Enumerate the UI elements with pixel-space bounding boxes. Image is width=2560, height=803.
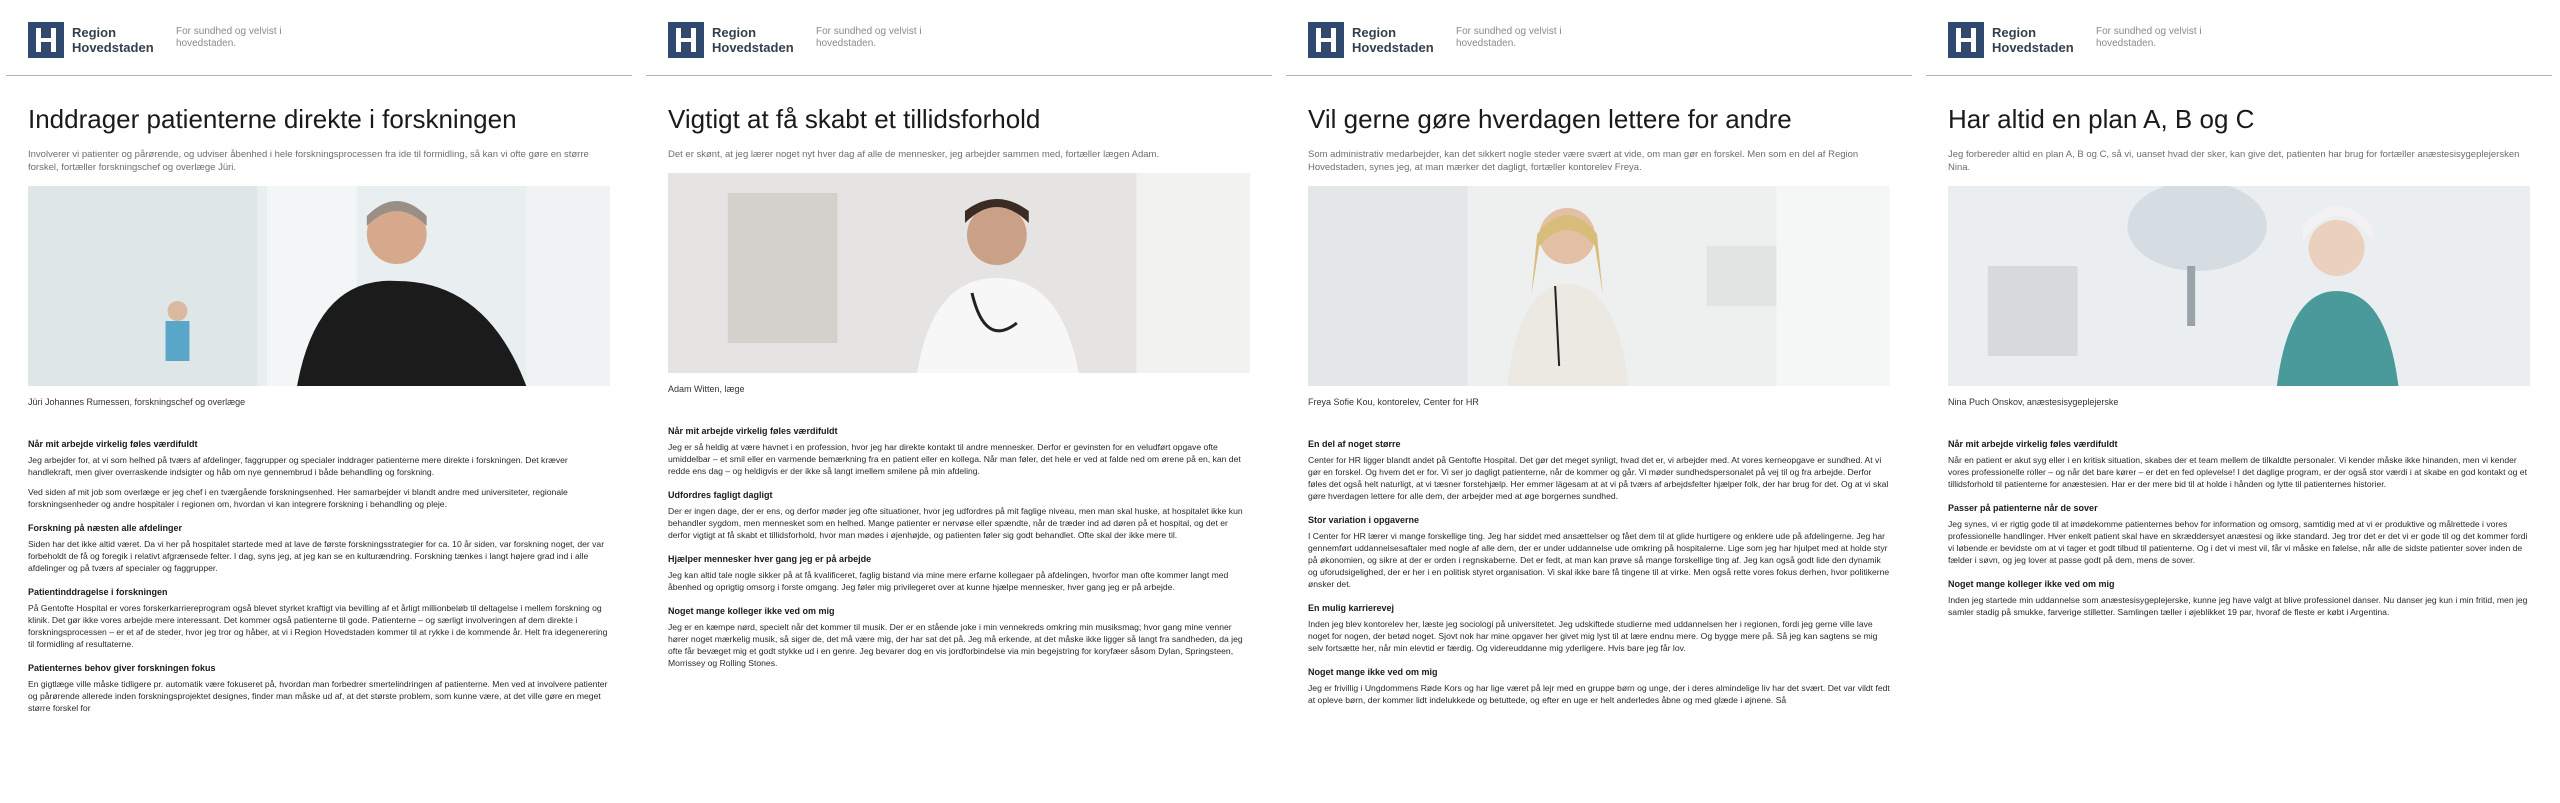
section-text: Siden har det ikke altid været. Da vi her på hospitalet startede med at lave de første forskningsstrategier for ca. 10 år siden, var forskning noget, der var forbeholdt de få og foregik i relativt afgrænsede felter. I dag, syns jeg, at jeg kan se en kulturændring. Forskning tænkes i langt højere grad ind i alle afdelinger og på tværs af specialer og faggrupper. <box>28 539 605 573</box>
section-heading: En mulig karrierevej <box>1308 603 1395 613</box>
page-header <box>6 0 632 76</box>
section-text: Jeg er så heldig at være havnet i en profession, hvor jeg har direkte kontakt til andre mennesker. Derfor er gevinsten for en veludført opgave ofte umiddelbar – et smil eller en varmende bemærkning fra en patient eller en kollega. Når man føler, det hele er ved at falde ned om ørene på en, kan det redde ens dag – og heldigvis er der ikke så langt imellem smilene på min afdeling. <box>668 442 1241 476</box>
section-heading: Udfordres fagligt dagligt <box>668 490 773 500</box>
article-page-adam <box>646 0 1272 803</box>
brand-tagline: For sundhed og velvist i hovedstaden. <box>1456 26 1562 49</box>
section-text: Jeg er frivillig i Ungdommens Røde Kors og har lige været på lejr med en gruppe børn og unge, der i deres almindelige liv har det svært. Det var vildt fedt at opleve børn, der kommer lidt indelukkede og betuttede, og efter en uge er helt anderledes åbne og med glæde i øjnene. Så <box>1308 683 1890 705</box>
photo-caption: Freya Sofie Kou, kontorelev, Center for HR <box>1308 397 1479 407</box>
section-heading: Når mit arbejde virkelig føles værdifuldt <box>1948 439 2118 449</box>
section-heading: Passer på patienterne når de sover <box>1948 503 2098 513</box>
article-page-nina <box>1926 0 2552 803</box>
article-body <box>28 438 610 714</box>
page-header <box>646 0 1272 76</box>
brand-tagline: For sundhed og velvist i hovedstaden. <box>2096 26 2202 49</box>
brand-tagline: For sundhed og velvist i hovedstaden. <box>176 26 282 49</box>
section-heading: Når mit arbejde virkelig føles værdifuldt <box>28 439 198 449</box>
photo-caption: Nina Puch Onskov, anæstesisygeplejerske <box>1948 397 2119 407</box>
region-hovedstaden-logo-icon <box>28 22 64 58</box>
section-heading: Noget mange kolleger ikke ved om mig <box>1948 579 2115 589</box>
article-page-juri <box>6 0 632 803</box>
section-text: En gigtlæge ville måske tidligere pr. automatik være fokuseret på, hvordan man forbedrer smertelindringen af patienterne. Men ved at involvere patienter og pårørende allerede inden forskningsprojektet designes, finder man måske ud af, at det største problem, som kunne være, at det ville gøre en meget større forskel for <box>28 679 608 713</box>
portrait-photo <box>1308 186 1890 386</box>
article-page-freya <box>1286 0 1912 803</box>
article-title: Inddrager patienterne direkte i forskningen <box>28 104 517 134</box>
region-hovedstaden-logo-icon <box>668 22 704 58</box>
article-lead: Jeg forbereder altid en plan A, B og C, så vi, uanset hvad der sker, kan give det, patienten har brug for fortæller anæstesisygeplejersken Nina. <box>1948 149 2520 173</box>
brand-name: Region Hovedstaden <box>712 25 794 55</box>
section-text: Ved siden af mit job som overlæge er jeg chef i en tværgående forskningsenhed. Her samarbejder vi blandt andre med universiteter, regionale forskningsenheder og andre hospitaler i regionen om, hvordan vi kan integrere forskning i behandling og pleje. <box>28 487 568 509</box>
section-text: Jeg arbejder for, at vi som helhed på tværs af afdelinger, faggrupper og specialer inddrager patienterne mere direkte i forskningen. Det kræver handlekraft, men giver overraskende indsigter og håb om nye gennembrud i både behandling og forskning. <box>28 455 568 477</box>
section-heading: Stor variation i opgaverne <box>1308 515 1420 525</box>
section-heading: Forskning på næsten alle afdelinger <box>28 523 183 533</box>
brand-tagline: For sundhed og velvist i hovedstaden. <box>816 26 922 49</box>
brand-name: Region Hovedstaden <box>1992 25 2074 55</box>
brand-name: Region Hovedstaden <box>72 25 154 55</box>
section-heading: Noget mange kolleger ikke ved om mig <box>668 606 835 616</box>
section-text: Inden jeg blev kontorelev her, læste jeg sociologi på universitetet. Jeg udskiftede studierne med uddannelsen her i regionen, fordi jeg gerne ville lave noget for nogen, der betød noget. Sjovt nok har mine opgaver her givet mig lyst til at lære endnu mere. Og bygge mere på. Så jeg kan sagtens se mig selv fortsætte her, når min elevtid er færdig. Og videreuddanne mig yderligere. Hvis bare jeg får lov. <box>1308 619 1878 653</box>
article-lead: Som administrativ medarbejder, kan det sikkert nogle steder være svært at vide, om man gør en forskel. Men som en del af Region Hovedstaden, synes jeg, at man mærker det dagligt, fortæller kontorelev Freya. <box>1308 149 1859 173</box>
article-lead: Det er skønt, at jeg lærer noget nyt hver dag af alle de mennesker, jeg arbejder sammen med, fortæller lægen Adam. <box>668 149 1160 160</box>
section-heading: En del af noget større <box>1308 439 1401 449</box>
article-title: Vil gerne gøre hverdagen lettere for andre <box>1308 104 1792 134</box>
portrait-photo <box>1948 186 2530 386</box>
section-text: Jeg synes, vi er rigtig gode til at imødekomme patienternes behov for information og omsorg, samtidig med at vi er produktive og målrettede i vores professionelle handlinger. Hver enkelt patient skal have en skræddersyet anæstesi og ikke standard. Jeg tror det er det vi er gode til og det kommer fordi vi løbende er bevidste om at vi tager et godt tilbud til patienterne. Og i det vi mest vil, får vi måske en følelse, når alle de sidste patienter sover inden de fælder i søvn, og jeg lover at passe godt på dem, mens de sover. <box>1948 519 2528 565</box>
portrait-photo <box>28 186 610 386</box>
section-heading: Patienternes behov giver forskningen fokus <box>28 663 216 673</box>
section-heading: Hjælper mennesker hver gang jeg er på arbejde <box>668 554 872 564</box>
article-body <box>1948 438 2530 618</box>
section-text: Jeg kan altid tale nogle sikker på at få kvalificeret, faglig bistand via mine mere erfarne kollegaer på afdelingen, hvorfor man ofte kommer langt med åbenhed og oprigtig omsorg i forste omgang. Jeg føler mig privilegeret over at kunne hjælpe mennesker, hver gang jeg er på arbejde. <box>668 570 1229 592</box>
photo-caption: Jüri Johannes Rumessen, forskningschef og overlæge <box>28 397 246 407</box>
section-heading: Når mit arbejde virkelig føles værdifuldt <box>668 426 838 436</box>
section-heading: Noget mange ikke ved om mig <box>1308 667 1438 677</box>
article-body <box>1308 438 1890 706</box>
section-text: Når en patient er akut syg eller i en kritisk situation, skabes der et team mellem de tilkaldte personaler. Vi kender måske ikke hinanden, men vi kender vores professionelle roller – og når det bare kører – er det en fed oplevelse! I det daglige program, er der også stor værdi i at skabe en god kontakt og et tillidsforhold til patienterne for anæstesien. Har er der mere bid til at holde i hånden og lytte til patienternes historier. <box>1948 455 2527 489</box>
section-text: I Center for HR lærer vi mange forskellige ting. Jeg har siddet med ansættelser og fået dem til at glide hurtigere og enklere ude på afdelingerne. Jeg har gennemført uddannelsesaftaler med nogle af alle dem, der er under uddannelse ude omkring på hospitalerne. Lige som jeg har hjulpet med at holde styr på økonomien, og sikre at der er orden i regnskaberne. Det er fedt, at man kan prøve så mange forskellige ting af. Jeg kan også godt lide den dynamik og uforudsigelighed, der er her i en politisk styret organisation. Vi skal ikke bare få tingene til at virke. Men også rette vores fokus derhen, hvor politikerne ønsker det. <box>1308 531 1890 589</box>
section-text: Der er ingen dage, der er ens, og derfor møder jeg ofte situationer, hvor jeg udfordres på mit faglige niveau, men man skal huske, at hospitalet ikke kun behandler sygdom, men mennesket som en helhed. Mange patienter er nervøse eller spændte, når de træder ind ad døren på et hospital, og det er derfor vigtigt at få skabt et tillidsforhold, hvor man mødes i øjenhøjde, og patienten føler sig godt behandlet. Ofte skal der ikke mere til. <box>668 506 1243 540</box>
article-lead: Involverer vi patienter og pårørende, og udviser åbenhed i hele forskningsprocessen fra ide til formidling, så kan vi ofte gøre en større forskel, fortæller forskningschef og overlæge Jüri. <box>28 149 589 173</box>
brand-name: Region Hovedstaden <box>1352 25 1434 55</box>
page-header <box>1926 0 2552 76</box>
article-title: Har altid en plan A, B og C <box>1948 104 2255 134</box>
region-hovedstaden-logo-icon <box>1948 22 1984 58</box>
article-title: Vigtigt at få skabt et tillidsforhold <box>668 104 1041 134</box>
page-header <box>1286 0 1912 76</box>
section-text: Inden jeg startede min uddannelse som anæstesisygeplejerske, kunne jeg have valgt at blive professionel danser. Nu danser jeg kun i min fritid, men jeg samler stadig på smukke, farverige stilletter. Samlingen tæller i øjeblikket 19 par, hvoraf de fleste er købt i Argentina. <box>1948 595 2528 617</box>
photo-caption: Adam Witten, læge <box>668 384 745 394</box>
region-hovedstaden-logo-icon <box>1308 22 1344 58</box>
section-text: På Gentofte Hospital er vores forskerkarriereprogram også blevet styrket kraftigt via bevilling af et årligt millionbeløb til deltagelse i mellem forskning og klinik. Det gør ikke vores arbejde mere interessant. Det kommer også patienterne til gode. Patienterne – og særligt involveringen af dem direkte i forskningsprocessen – er et af de steder, hvor jeg tror og håber, at vi i Region Hovedstaden kommer til at rykke i de kommende år. Helt fra idegenerering til formidling af resultaterne. <box>28 603 608 649</box>
article-body <box>668 425 1250 669</box>
section-text: Jeg er en kæmpe nørd, specielt når det kommer til musik. Der er en stående joke i min vennekreds omkring min musiksmag; hvor gang mine venner hører noget mærkelig musik, så siger de, det må være mig, der har sat det på. Jeg må erkende, at det måske ikke ligger så langt fra sandheden, da jeg ofte får bevæget mig et godt stykke ud i en genre. Jeg bevarer dog en vis jordforbindelse via min begejstring for koryfæer såsom Dylan, Springsteen, Morrissey og Rolling Stones. <box>668 622 1243 668</box>
section-text: Center for HR ligger blandt andet på Gentofte Hospital. Det gør det meget synligt, hvad det er, vi arbejder med. At vores kerneopgave er sundhed. At vi gør en forskel. Og hvem det er for. Vi ser jo dagligt patienterne, når de kommer og går. Vi møder sundhedspersonalet på vej til og fra arbejde. Derfor føles det også helt naturligt, at vi tæsner forstehjælp. Her emmer lägesam at at vi på tværs af arbejdsfelter hjælper folk, der har brug for det. Og at vi skal gøre hverdagen lettere for alle dem, der arbejder med at øge borgernes sundhed. <box>1308 455 1889 501</box>
section-heading: Patientinddragelse i forskningen <box>28 587 168 597</box>
portrait-photo <box>668 173 1250 373</box>
